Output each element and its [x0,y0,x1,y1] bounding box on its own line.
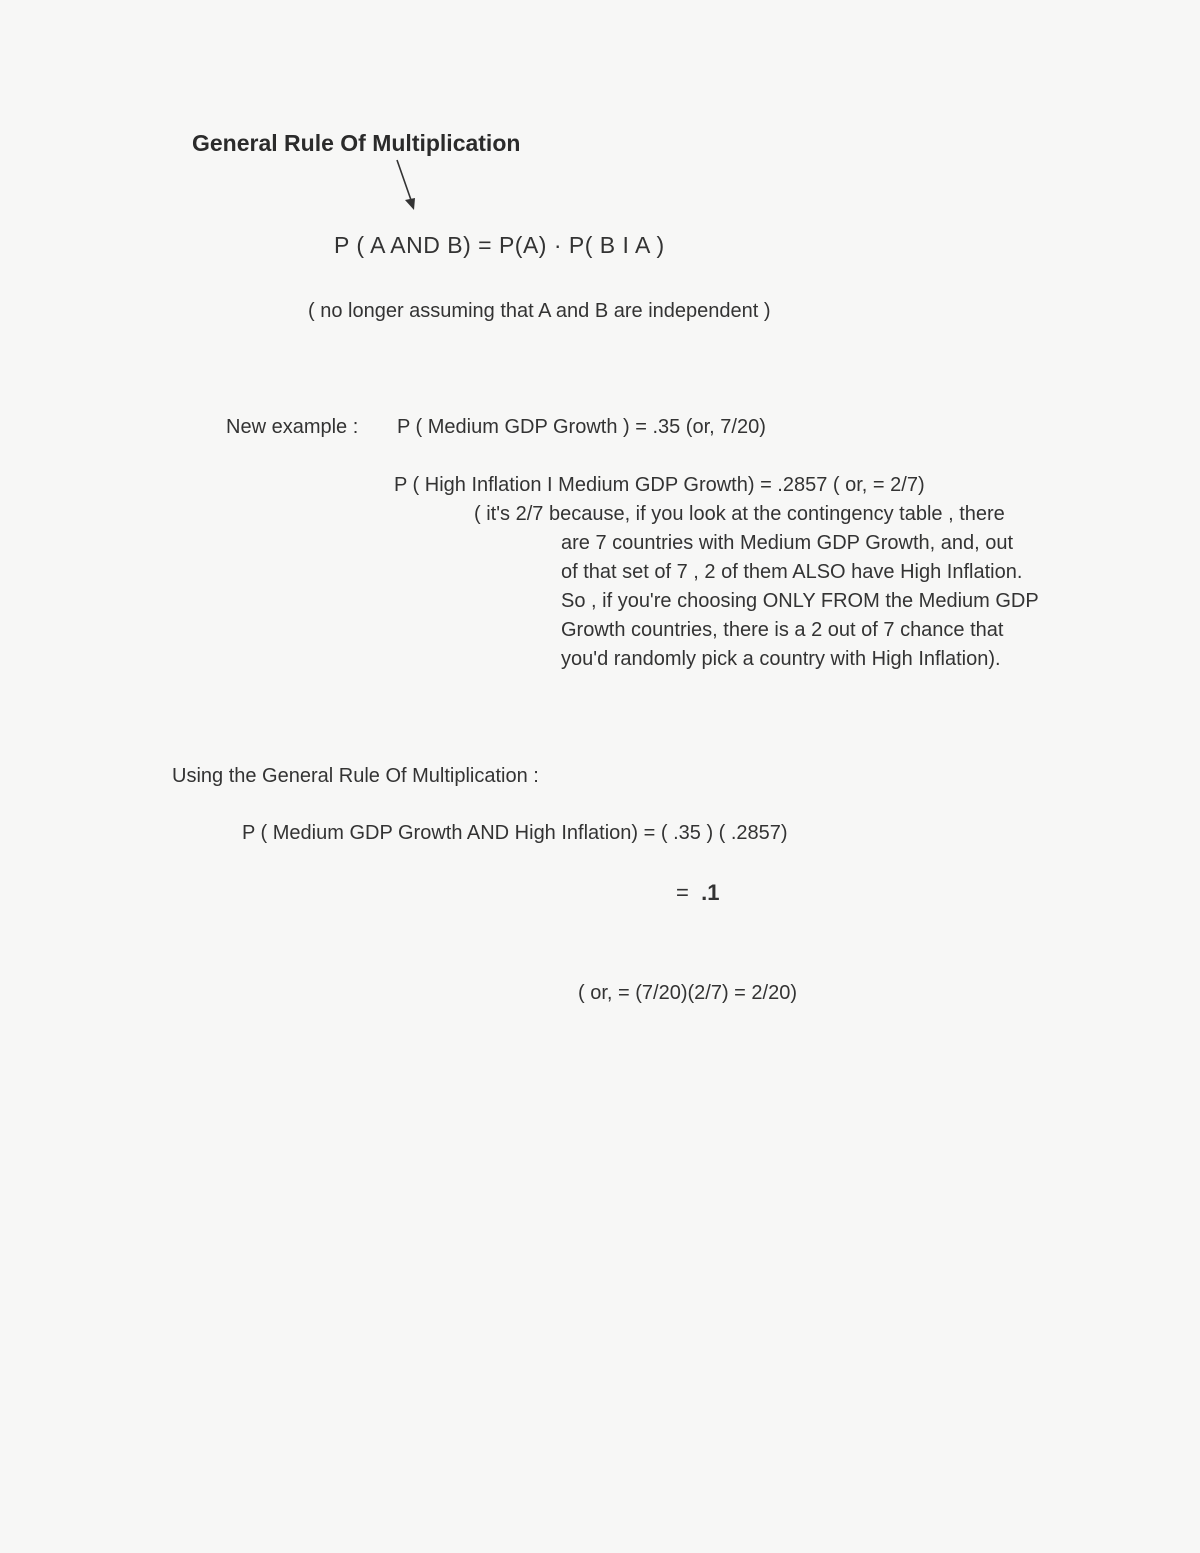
result-value: .1 [701,880,720,905]
heading: General Rule Of Multiplication [192,130,521,156]
fraction-alternative: ( or, = (7/20)(2/7) = 2/20) [578,982,797,1004]
using-label: Using the General Rule Of Multiplication : [172,765,539,787]
arrow-down-icon [392,158,422,214]
p-medium-gdp: P ( Medium GDP Growth ) = .35 (or, 7/20) [397,416,766,438]
result-line [676,881,719,905]
explanation-line: are 7 countries with Medium GDP Growth, and, out [561,532,1014,554]
general-rule-formula: P ( A AND B) = P(A) · P( B I A ) [334,232,665,258]
explanation-line: ( it's 2/7 because, if you look at the contingency table , there [474,503,1005,525]
p-conditional: P ( High Inflation I Medium GDP Growth) = .2857 ( or, = 2/7) [394,474,925,496]
result-equals: = [676,880,689,905]
explanation-line: of that set of 7 , 2 of them ALSO have High Inflation. [561,561,1023,583]
explanation-line: So , if you're choosing ONLY FROM the Medium GDP [561,590,1039,612]
combined-equation: P ( Medium GDP Growth AND High Inflation) = ( .35 ) ( .2857) [242,822,788,844]
assumption-note: ( no longer assuming that A and B are independent ) [308,300,771,322]
explanation-line: you'd randomly pick a country with High Inflation). [561,648,1001,670]
example-label: New example : [226,416,359,438]
explanation-line: Growth countries, there is a 2 out of 7 chance that [561,619,1004,641]
